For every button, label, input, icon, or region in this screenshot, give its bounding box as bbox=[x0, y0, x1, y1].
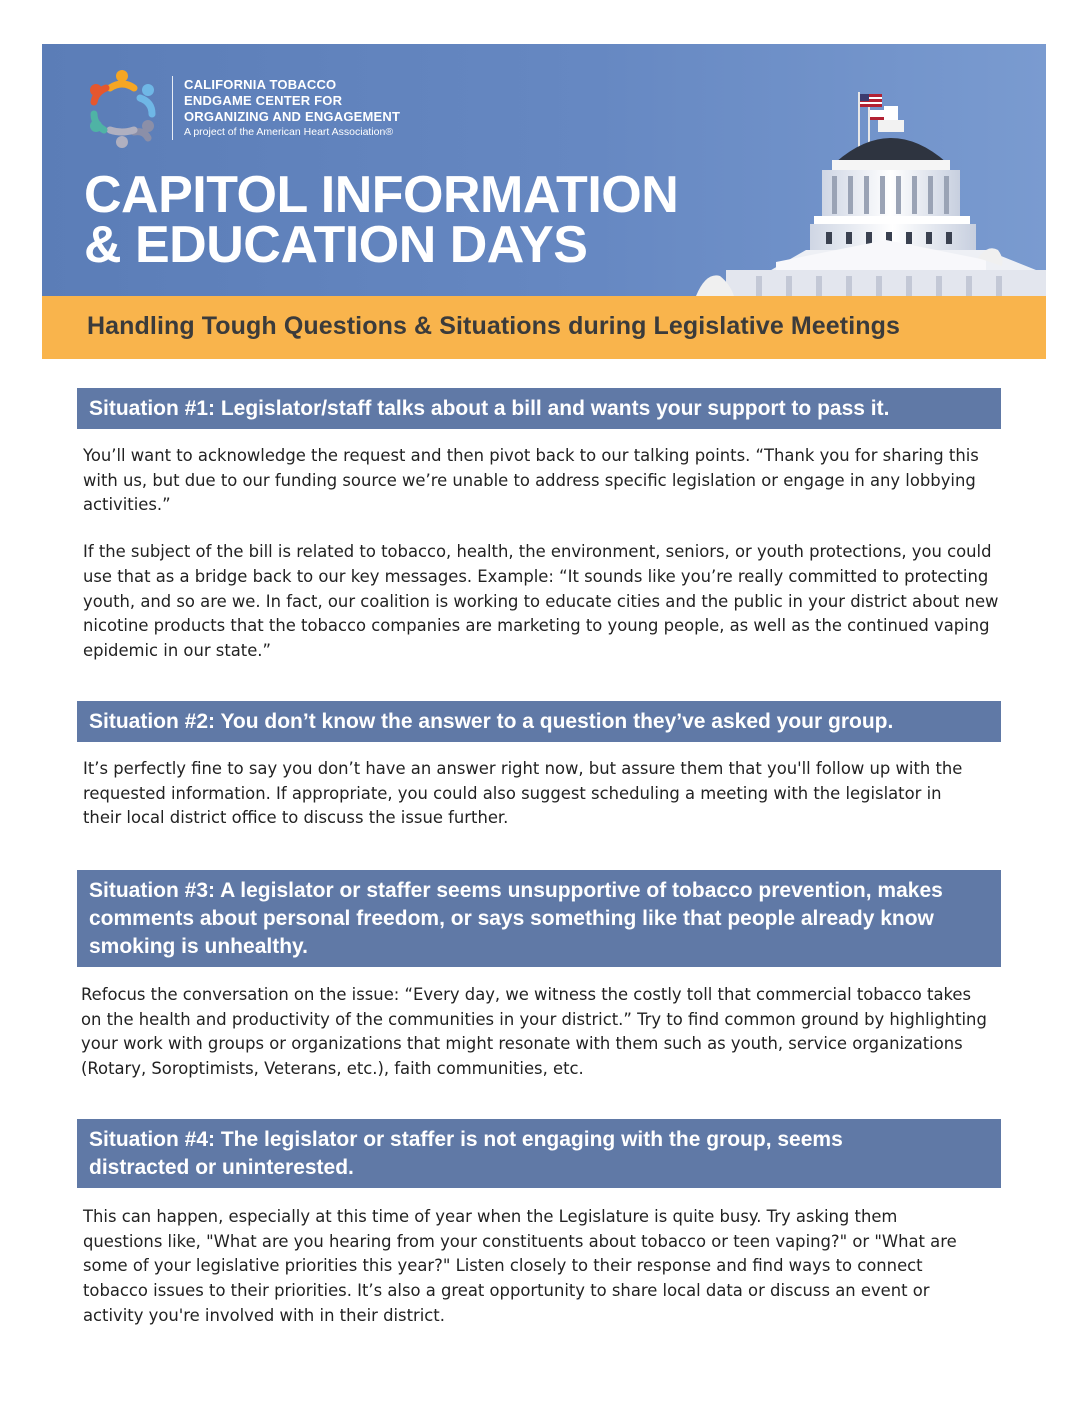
paragraph: If the subject of the bill is related to tobacco, health, the environment, seniors, or youth protections, you could use that as a bridge back to our key messages. Example: “It sounds like you’re really committed to protecting youth, and so are we. In fact, our coalition is working to educate cities and the public in your district about new nicotine products that the tobacco companies are marketing to young people, as well as the continued vaping epidemic in our state.” bbox=[83, 542, 999, 660]
logo-divider bbox=[172, 76, 173, 140]
org-tagline: A project of the American Heart Association® bbox=[184, 126, 394, 138]
situation-1-heading: Situation #1: Legislator/staff talks about a bill and wants your support to pass it. bbox=[77, 388, 1001, 429]
situation-2-heading: Situation #2: You don’t know the answer to a question they’ve asked your group. bbox=[77, 701, 1001, 742]
page-subtitle: Handling Tough Questions & Situations during Legislative Meetings bbox=[87, 312, 901, 340]
header-banner bbox=[42, 44, 1046, 296]
title-line: CAPITOL INFORMATION bbox=[84, 166, 679, 224]
title-line: & EDUCATION DAYS bbox=[84, 216, 588, 274]
situation-2-body bbox=[83, 757, 983, 831]
paragraph: Refocus the conversation on the issue: “Every day, we witness the costly toll that commercial tobacco takes on the health and productivity of the communities in your district.” Try to find common ground by highlighting your work with groups or organizations that might resonate with them such as youth, service organizations (Rotary, Soroptimists, Veterans, etc.), faith communities, etc. bbox=[81, 985, 987, 1079]
org-name-line: ORGANIZING AND ENGAGEMENT bbox=[184, 109, 401, 124]
subtitle-bar bbox=[42, 296, 1046, 359]
situation-4-heading: Situation #4: The legislator or staffer is not engaging with the group, seems distracted or uninterested. bbox=[77, 1119, 1001, 1188]
org-name-line: ENDGAME CENTER FOR bbox=[184, 93, 343, 108]
page-title bbox=[84, 166, 704, 274]
situation-4-body bbox=[83, 1205, 973, 1329]
capitol-dome-image bbox=[686, 44, 1046, 296]
paragraph: It’s perfectly fine to say you don’t have an answer right now, but assure them that you'll follow up with the requested information. If appropriate, you could also suggest scheduling a meeting with the legislator in their local district office to discuss the issue further. bbox=[83, 759, 963, 828]
situation-1-body bbox=[83, 444, 1003, 664]
paragraph: You’ll want to acknowledge the request and then pivot back to our talking points. “Thank you for sharing this with us, but due to our funding source we’re unable to address specific legislation or engage in any lobbying activities.” bbox=[83, 446, 979, 515]
org-name-line: CALIFORNIA TOBACCO bbox=[184, 77, 337, 92]
paragraph: This can happen, especially at this time of year when the Legislature is quite busy. Try asking them questions like, "What are you hearing from your constituents about tobacco or teen vaping?" or "What are some of your legislative priorities this year?" Listen closely to their response and find ways to connect tobacco issues to their priorities. It’s also a great opportunity to share local data or discuss an event or activity you're involved with in their district. bbox=[83, 1207, 957, 1325]
situation-3-body bbox=[81, 983, 996, 1082]
people-circle-logo-icon bbox=[82, 68, 162, 148]
org-logo bbox=[82, 68, 422, 148]
org-name bbox=[184, 77, 444, 125]
situation-3-heading: Situation #3: A legislator or staffer seems unsupportive of tobacco prevention, makes comments about personal freedom, or says something like that people already know smoking is unhealthy. bbox=[77, 870, 1001, 967]
